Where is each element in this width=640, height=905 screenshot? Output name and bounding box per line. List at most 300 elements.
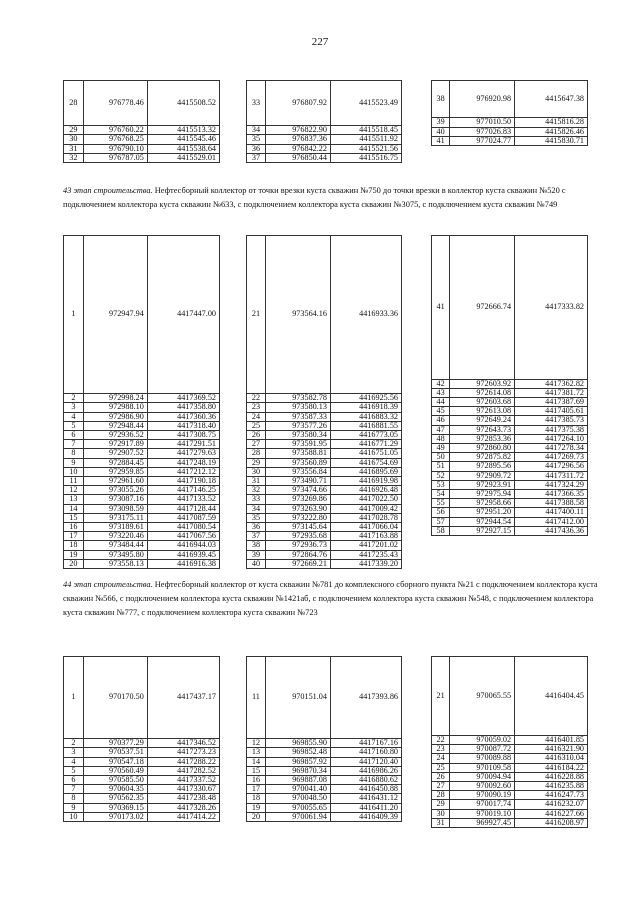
point-number: 38 <box>432 81 450 118</box>
x-coordinate: 977024.77 <box>450 136 515 145</box>
y-coordinate: 4415826.46 <box>515 127 588 136</box>
x-coordinate: 972961.60 <box>83 476 147 485</box>
x-coordinate: 972895.56 <box>450 462 515 471</box>
point-number: 42 <box>432 379 450 388</box>
table-row <box>64 812 220 821</box>
point-number: 11 <box>247 657 266 739</box>
point-number: 9 <box>64 458 84 467</box>
y-coordinate: 4417328.26 <box>147 803 219 812</box>
y-coordinate: 4417080.54 <box>147 522 219 531</box>
point-number: 29 <box>64 126 84 135</box>
x-coordinate: 972860.80 <box>450 443 515 452</box>
point-number: 41 <box>432 236 450 380</box>
x-coordinate: 970537.51 <box>83 748 147 757</box>
x-coordinate: 970173.02 <box>83 812 147 821</box>
point-number: 44 <box>432 397 450 406</box>
point-number: 15 <box>247 766 266 775</box>
y-coordinate: 4417235.43 <box>330 550 401 559</box>
y-coordinate: 4416883.32 <box>330 412 401 421</box>
y-coordinate: 4415508.52 <box>147 81 219 126</box>
table-row <box>247 81 402 126</box>
x-coordinate: 973055.26 <box>83 486 147 495</box>
point-number: 40 <box>247 559 266 568</box>
table-row <box>64 412 220 421</box>
y-coordinate: 4417393.86 <box>330 657 401 739</box>
x-coordinate: 972884.45 <box>83 458 147 467</box>
x-coordinate: 973558.13 <box>83 559 147 568</box>
y-coordinate: 4417324.29 <box>515 480 588 489</box>
table-row <box>64 504 220 513</box>
x-coordinate: 970585.50 <box>83 775 147 784</box>
point-number: 8 <box>64 794 84 803</box>
y-coordinate: 4417264.10 <box>515 434 588 443</box>
point-number: 35 <box>247 135 266 144</box>
point-number: 15 <box>64 513 84 522</box>
x-coordinate: 973490.71 <box>265 476 330 485</box>
y-coordinate: 4416933.36 <box>330 236 401 394</box>
page-number: 227 <box>311 36 329 48</box>
table-row <box>64 153 220 162</box>
x-coordinate: 973560.89 <box>265 458 330 467</box>
x-coordinate: 970151.04 <box>265 657 330 739</box>
y-coordinate: 4417362.82 <box>515 379 588 388</box>
y-coordinate: 4417279.63 <box>147 449 219 458</box>
table-row <box>432 763 588 772</box>
point-number: 22 <box>247 394 266 403</box>
table-row <box>247 449 402 458</box>
point-number: 30 <box>64 135 84 144</box>
point-number: 23 <box>247 403 266 412</box>
y-coordinate: 4417311.72 <box>515 471 588 480</box>
y-coordinate: 4416411.20 <box>330 803 401 812</box>
point-number: 47 <box>432 425 450 434</box>
x-coordinate: 970092.60 <box>450 781 515 790</box>
y-coordinate: 4417022.50 <box>330 495 401 504</box>
y-coordinate: 4415529.01 <box>147 153 219 162</box>
y-coordinate: 4417282.52 <box>147 766 219 775</box>
point-number: 56 <box>432 508 450 517</box>
table-row <box>64 495 220 504</box>
y-coordinate: 4415516.75 <box>330 153 401 162</box>
y-coordinate: 4417412.00 <box>515 517 588 526</box>
x-coordinate: 973580.13 <box>265 403 330 412</box>
point-number: 26 <box>432 772 450 781</box>
table-row <box>247 757 402 766</box>
x-coordinate: 970094.94 <box>450 772 515 781</box>
y-coordinate: 4417337.52 <box>147 775 219 784</box>
x-coordinate: 976790.10 <box>83 144 147 153</box>
point-number: 4 <box>64 757 84 766</box>
x-coordinate: 972951.20 <box>450 508 515 517</box>
y-coordinate: 4417405.61 <box>515 407 588 416</box>
y-coordinate: 4417067.56 <box>147 532 219 541</box>
y-coordinate: 4415647.38 <box>515 81 588 118</box>
point-number: 34 <box>247 504 266 513</box>
x-coordinate: 972944.54 <box>450 517 515 526</box>
top-table-2 <box>246 80 402 163</box>
point-number: 13 <box>247 748 266 757</box>
table-row <box>64 757 220 766</box>
y-coordinate: 4416310.04 <box>515 754 588 763</box>
x-coordinate: 972853.36 <box>450 434 515 443</box>
y-coordinate: 4415816.28 <box>515 118 588 127</box>
x-coordinate: 973495.80 <box>83 550 147 559</box>
point-number: 37 <box>247 532 266 541</box>
table-row <box>432 526 588 535</box>
x-coordinate: 972907.52 <box>83 449 147 458</box>
point-number: 54 <box>432 489 450 498</box>
y-coordinate: 4417273.23 <box>147 748 219 757</box>
table-row <box>432 118 588 127</box>
x-coordinate: 972613.08 <box>450 407 515 416</box>
point-number: 17 <box>64 532 84 541</box>
x-coordinate: 970019.10 <box>450 809 515 818</box>
x-coordinate: 973587.33 <box>265 412 330 421</box>
y-coordinate: 4417358.80 <box>147 403 219 412</box>
point-number: 30 <box>247 467 266 476</box>
x-coordinate: 972649.24 <box>450 416 515 425</box>
table-row <box>247 135 402 144</box>
y-coordinate: 4417366.35 <box>515 489 588 498</box>
point-number: 39 <box>247 550 266 559</box>
x-coordinate: 970109.58 <box>450 763 515 772</box>
section-44-table-3 <box>431 656 588 828</box>
section-44-description <box>63 578 609 620</box>
section-44-label: 44 этап строительства. <box>63 580 153 589</box>
point-number: 30 <box>432 809 450 818</box>
x-coordinate: 970604.35 <box>83 785 147 794</box>
x-coordinate: 972948.44 <box>83 421 147 430</box>
x-coordinate: 970547.18 <box>83 757 147 766</box>
x-coordinate: 969887.08 <box>265 775 330 784</box>
y-coordinate: 4416208.97 <box>515 818 588 827</box>
point-number: 41 <box>432 136 450 145</box>
y-coordinate: 4417333.82 <box>515 236 588 380</box>
point-number: 5 <box>64 766 84 775</box>
point-number: 27 <box>247 440 266 449</box>
point-number: 32 <box>247 486 266 495</box>
table-row <box>247 550 402 559</box>
top-table-3 <box>431 80 588 146</box>
table-row <box>247 412 402 421</box>
x-coordinate: 972927.15 <box>450 526 515 535</box>
table-row <box>247 236 402 394</box>
y-coordinate: 4416321.90 <box>515 745 588 754</box>
x-coordinate: 970059.02 <box>450 735 515 744</box>
table-row <box>247 794 402 803</box>
section-43-description <box>63 184 609 212</box>
point-number: 9 <box>64 803 84 812</box>
point-number: 43 <box>432 388 450 397</box>
x-coordinate: 972875.82 <box>450 453 515 462</box>
y-coordinate: 4416450.88 <box>330 785 401 794</box>
point-number: 51 <box>432 462 450 471</box>
table-row <box>64 458 220 467</box>
y-coordinate: 4417066.04 <box>330 522 401 531</box>
y-coordinate: 4417375.38 <box>515 425 588 434</box>
x-coordinate: 969857.92 <box>265 757 330 766</box>
table-row <box>64 657 220 739</box>
table-row <box>432 809 588 818</box>
x-coordinate: 973175.11 <box>83 513 147 522</box>
x-coordinate: 976822.90 <box>265 126 330 135</box>
point-number: 23 <box>432 745 450 754</box>
x-coordinate: 973556.84 <box>265 467 330 476</box>
table-row <box>432 517 588 526</box>
point-number: 36 <box>247 522 266 531</box>
y-coordinate: 4417291.51 <box>147 440 219 449</box>
point-number: 11 <box>64 476 84 485</box>
point-number: 21 <box>432 657 450 736</box>
y-coordinate: 4416918.39 <box>330 403 401 412</box>
y-coordinate: 4416754.69 <box>330 458 401 467</box>
point-number: 21 <box>247 236 266 394</box>
y-coordinate: 4417160.80 <box>330 748 401 757</box>
x-coordinate: 973145.64 <box>265 522 330 531</box>
y-coordinate: 4415830.71 <box>515 136 588 145</box>
y-coordinate: 4415538.64 <box>147 144 219 153</box>
y-coordinate: 4416919.98 <box>330 476 401 485</box>
point-number: 39 <box>432 118 450 127</box>
y-coordinate: 4417414.22 <box>147 812 219 821</box>
point-number: 1 <box>64 657 84 739</box>
y-coordinate: 4417288.22 <box>147 757 219 766</box>
top-table-1 <box>63 80 220 163</box>
x-coordinate: 976760.22 <box>83 126 147 135</box>
x-coordinate: 970562.35 <box>83 794 147 803</box>
table-row <box>247 144 402 153</box>
table-row <box>247 504 402 513</box>
table-row <box>432 657 588 736</box>
y-coordinate: 4417400.11 <box>515 508 588 517</box>
x-coordinate: 969852.48 <box>265 748 330 757</box>
x-coordinate: 973582.78 <box>265 394 330 403</box>
table-row <box>64 559 220 568</box>
y-coordinate: 4416881.55 <box>330 421 401 430</box>
y-coordinate: 4417238.48 <box>147 794 219 803</box>
table-row <box>64 541 220 550</box>
point-number: 33 <box>247 81 266 126</box>
point-number: 13 <box>64 495 84 504</box>
point-number: 28 <box>432 791 450 800</box>
point-number: 7 <box>64 440 84 449</box>
x-coordinate: 976850.44 <box>265 153 330 162</box>
y-coordinate: 4415518.45 <box>330 126 401 135</box>
point-number: 24 <box>247 412 266 421</box>
table-row <box>247 748 402 757</box>
y-coordinate: 4417278.34 <box>515 443 588 452</box>
table-row <box>432 236 588 380</box>
point-number: 33 <box>247 495 266 504</box>
table-row <box>247 559 402 568</box>
y-coordinate: 4417308.75 <box>147 430 219 439</box>
table-row <box>247 812 402 821</box>
point-number: 32 <box>64 153 84 162</box>
y-coordinate: 4416247.73 <box>515 791 588 800</box>
point-number: 8 <box>64 449 84 458</box>
point-number: 53 <box>432 480 450 489</box>
x-coordinate: 970087.72 <box>450 745 515 754</box>
y-coordinate: 4417167.16 <box>330 739 401 748</box>
y-coordinate: 4417369.52 <box>147 394 219 403</box>
point-number: 52 <box>432 471 450 480</box>
x-coordinate: 969855.90 <box>265 739 330 748</box>
y-coordinate: 4416939.45 <box>147 550 219 559</box>
point-number: 37 <box>247 153 266 162</box>
point-number: 17 <box>247 785 266 794</box>
x-coordinate: 972909.72 <box>450 471 515 480</box>
x-coordinate: 977010.50 <box>450 118 515 127</box>
x-coordinate: 970017.74 <box>450 800 515 809</box>
point-number: 34 <box>247 126 266 135</box>
table-row <box>64 403 220 412</box>
x-coordinate: 972988.10 <box>83 403 147 412</box>
point-number: 10 <box>64 812 84 821</box>
x-coordinate: 977026.83 <box>450 127 515 136</box>
point-number: 27 <box>432 781 450 790</box>
x-coordinate: 972936.73 <box>265 541 330 550</box>
table-row <box>64 803 220 812</box>
y-coordinate: 4416228.88 <box>515 772 588 781</box>
y-coordinate: 4416409.39 <box>330 812 401 821</box>
x-coordinate: 973577.26 <box>265 421 330 430</box>
point-number: 14 <box>247 757 266 766</box>
y-coordinate: 4417436.36 <box>515 526 588 535</box>
x-coordinate: 972959.85 <box>83 467 147 476</box>
y-coordinate: 4417360.36 <box>147 412 219 421</box>
x-coordinate: 973474.66 <box>265 486 330 495</box>
y-coordinate: 4416771.29 <box>330 440 401 449</box>
point-number: 10 <box>64 467 84 476</box>
point-number: 6 <box>64 775 84 784</box>
x-coordinate: 972998.24 <box>83 394 147 403</box>
x-coordinate: 972923.91 <box>450 480 515 489</box>
point-number: 18 <box>64 541 84 550</box>
point-number: 31 <box>247 476 266 485</box>
point-number: 22 <box>432 735 450 744</box>
x-coordinate: 976778.46 <box>83 81 147 126</box>
point-number: 25 <box>247 421 266 430</box>
section-43-table-2 <box>246 235 402 569</box>
table-row <box>432 508 588 517</box>
section-43-table-3 <box>431 235 588 536</box>
x-coordinate: 973484.44 <box>83 541 147 550</box>
table-row <box>64 135 220 144</box>
point-number: 26 <box>247 430 266 439</box>
y-coordinate: 4416404.45 <box>515 657 588 736</box>
y-coordinate: 4415545.46 <box>147 135 219 144</box>
y-coordinate: 4415521.56 <box>330 144 401 153</box>
point-number: 50 <box>432 453 450 462</box>
y-coordinate: 4416227.66 <box>515 809 588 818</box>
x-coordinate: 972603.92 <box>450 379 515 388</box>
table-row <box>432 818 588 827</box>
x-coordinate: 970048.50 <box>265 794 330 803</box>
x-coordinate: 976837.36 <box>265 135 330 144</box>
table-row <box>432 127 588 136</box>
point-number: 31 <box>432 818 450 827</box>
y-coordinate: 4417133.52 <box>147 495 219 504</box>
table-row <box>247 495 402 504</box>
table-row <box>247 403 402 412</box>
y-coordinate: 4417387.69 <box>515 397 588 406</box>
y-coordinate: 4416773.05 <box>330 430 401 439</box>
point-number: 55 <box>432 499 450 508</box>
x-coordinate: 976842.22 <box>265 144 330 153</box>
point-number: 3 <box>64 403 84 412</box>
table-row <box>64 794 220 803</box>
point-number: 4 <box>64 412 84 421</box>
table-row <box>64 449 220 458</box>
y-coordinate: 4416184.22 <box>515 763 588 772</box>
point-number: 29 <box>432 800 450 809</box>
x-coordinate: 970041.40 <box>265 785 330 794</box>
x-coordinate: 973580.34 <box>265 430 330 439</box>
point-number: 49 <box>432 443 450 452</box>
point-number: 45 <box>432 407 450 416</box>
x-coordinate: 976787.05 <box>83 153 147 162</box>
point-number: 29 <box>247 458 266 467</box>
x-coordinate: 973220.46 <box>83 532 147 541</box>
point-number: 40 <box>432 127 450 136</box>
y-coordinate: 4416232.07 <box>515 800 588 809</box>
y-coordinate: 4417296.56 <box>515 462 588 471</box>
y-coordinate: 4417346.52 <box>147 739 219 748</box>
point-number: 28 <box>64 81 84 126</box>
y-coordinate: 4417318.40 <box>147 421 219 430</box>
x-coordinate: 972917.89 <box>83 440 147 449</box>
x-coordinate: 973591.95 <box>265 440 330 449</box>
point-number: 57 <box>432 517 450 526</box>
y-coordinate: 4417248.19 <box>147 458 219 467</box>
x-coordinate: 970369.15 <box>83 803 147 812</box>
point-number: 58 <box>432 526 450 535</box>
point-number: 20 <box>247 812 266 821</box>
point-number: 28 <box>247 449 266 458</box>
x-coordinate: 970170.50 <box>83 657 147 739</box>
section-43-table-1 <box>63 235 220 569</box>
table-row <box>64 144 220 153</box>
x-coordinate: 976807.92 <box>265 81 330 126</box>
y-coordinate: 4417201.02 <box>330 541 401 550</box>
x-coordinate: 970061.94 <box>265 812 330 821</box>
point-number: 2 <box>64 739 84 748</box>
point-number: 16 <box>64 522 84 531</box>
section-44-table-2 <box>246 656 402 822</box>
point-number: 1 <box>64 236 84 394</box>
y-coordinate: 4416926.48 <box>330 486 401 495</box>
point-number: 14 <box>64 504 84 513</box>
y-coordinate: 4416235.88 <box>515 781 588 790</box>
y-coordinate: 4416925.56 <box>330 394 401 403</box>
section-44-text: Нефтесборный коллектор от куста скважин №781 до комплексного сборного пункта №21 с подключением коллектора куста скважин №566, с подключением коллектора куста скважин №1421аб, с подключением коллектора куста скважин №548, с подключением коллектора куста скважин №777, с подключением коллектора куста скважин №723 <box>63 580 598 617</box>
x-coordinate: 970377.29 <box>83 739 147 748</box>
point-number: 6 <box>64 430 84 439</box>
y-coordinate: 4416895.69 <box>330 467 401 476</box>
y-coordinate: 4417339.20 <box>330 559 401 568</box>
y-coordinate: 4416401.85 <box>515 735 588 744</box>
point-number: 48 <box>432 434 450 443</box>
section-43-label: 43 этап строительства. <box>63 186 153 195</box>
section-43-text: Нефтесборный коллектор от точки врезки куста скважин №750 до точки врезки в коллектор куста скважин №520 с подключением коллектора куста скважин №633, с подключением коллектора куста скважин №3075, с подключением куста скважин №749 <box>63 186 566 209</box>
section-44-table-1 <box>63 656 220 822</box>
y-coordinate: 4415511.92 <box>330 135 401 144</box>
x-coordinate: 972975.94 <box>450 489 515 498</box>
table-row <box>432 416 588 425</box>
y-coordinate: 4417269.73 <box>515 453 588 462</box>
y-coordinate: 4417087.59 <box>147 513 219 522</box>
y-coordinate: 4416944.03 <box>147 541 219 550</box>
